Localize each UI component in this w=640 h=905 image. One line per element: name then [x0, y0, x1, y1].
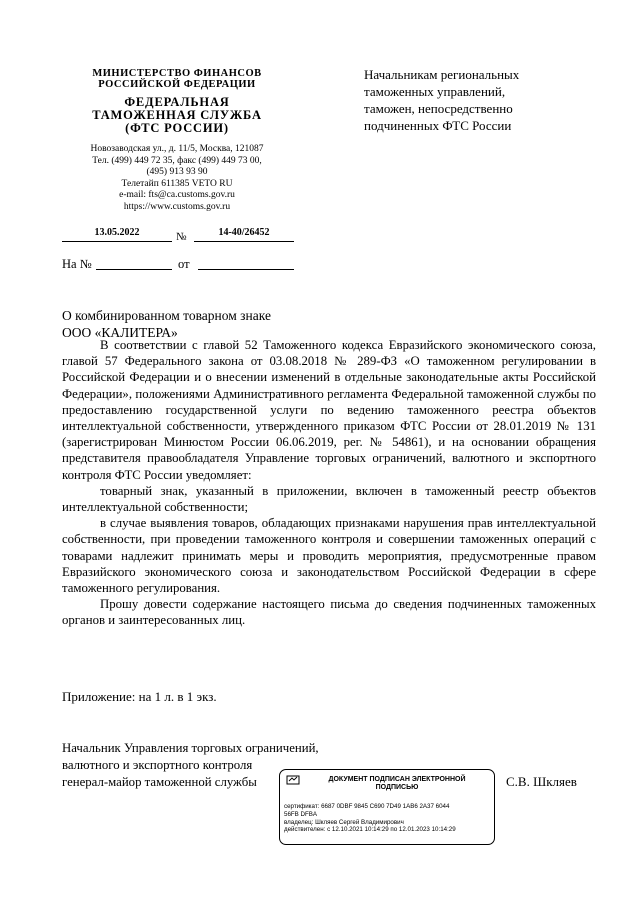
signer-position: Начальник Управления торговых ограничений, валютного и экспортного контроля генерал-майор таможенной службы: [62, 741, 319, 789]
stamp-owner: владелец: Шкляев Сергей Владимирович: [284, 818, 404, 826]
number-sign: №: [176, 231, 187, 243]
service-teletype: Телетайп 611385 VETO RU: [121, 178, 233, 189]
stamp-details: [284, 803, 492, 834]
body-paragraph: в случае выявления товаров, обладающих признаками нарушения прав интеллектуальной собственности, при проведении таможенного контроля и совершении таможенных операций с товарами надлежит принимать меры и проводить мероприятия, предусмотренные правом Евразийского экономического союза и законодательством Российской Федерации в сфере таможенного регулирования.: [62, 516, 596, 596]
reference-number-blank: [96, 269, 172, 270]
ministry-name: МИНИСТЕРСТВО ФИНАНСОВ РОССИЙСКОЙ ФЕДЕРАЦИИ: [92, 68, 262, 90]
reference-row: [62, 257, 294, 273]
registration-row: [62, 227, 294, 245]
letter-body: [62, 337, 596, 629]
addressee: Начальникам региональных таможенных управлений, таможен, непосредственно подчиненных ФТС России: [364, 67, 520, 133]
service-phone: Тел. (499) 449 72 35, факс (499) 449 73 00,: [92, 155, 262, 166]
reference-number-label: На №: [62, 257, 92, 271]
attachment-note: Приложение: на 1 л. в 1 экз.: [62, 689, 217, 704]
service-website: https://www.customs.gov.ru: [123, 201, 231, 212]
service-address: Новозаводская ул., д. 11/5, Москва, 121087: [90, 144, 264, 154]
body-paragraph: В соответствии с главой 52 Таможенного кодекса Евразийского экономического союза, главой 57 Федерального закона от 03.08.2018 № 289-ФЗ «О таможенном регулировании в Российской Федерации и о внесении изменений в отдельные законодательные акты Российской Федерации», положениями Административного регламента Федеральной таможенной службы по предоставлению государственной услуги по ведению таможенного реестра объектов интеллектуальной собственности, утвержденного приказом ФТС России от 28.01.2019 № 131 (зарегистрирован Минюстом России 06.06.2019, рег. № 54861), и на основании обращения представителя правообладателя Управление торговых ограничений, валютного и экспортного контроля ФТС России уведомляет:: [62, 338, 596, 482]
signature-certificate-icon: [286, 774, 300, 786]
stamp-certificate-2: 56FB DFBA: [284, 810, 318, 818]
stamp-title: ДОКУМЕНТ ПОДПИСАН ЭЛЕКТРОННОЙ ПОДПИСЬЮ: [328, 776, 466, 791]
electronic-signature-stamp: [279, 769, 495, 845]
registration-date: 13.05.2022: [62, 227, 172, 242]
letterhead: [62, 68, 292, 213]
letter-subject: О комбинированном товарном знаке ООО «КАЛИТЕРА»: [62, 308, 271, 340]
service-email: e-mail: fts@ca.customs.gov.ru: [119, 190, 235, 200]
registration-number: 14-40/26452: [194, 227, 294, 242]
signer-name: С.В. Шкляев: [506, 774, 577, 789]
reference-date-blank: [198, 269, 294, 270]
service-name: ФЕДЕРАЛЬНАЯ ТАМОЖЕННАЯ СЛУЖБА (ФТС РОССИИ): [92, 95, 262, 135]
reference-date-label: от: [178, 257, 190, 271]
body-paragraph: Прошу довести содержание настоящего письма до сведения подчиненных таможенных органов и заинтересованных лиц.: [62, 597, 596, 628]
stamp-certificate: сертификат: 6687 0DBF 9845 C690 7D49 1AB6 2A37 6044: [284, 803, 450, 810]
stamp-validity: действителен: с 12.10.2021 10:14:29 по 12.01.2023 10:14:29: [284, 826, 456, 834]
service-phone-2: (495) 913 93 90: [146, 167, 208, 177]
body-paragraph: товарный знак, указанный в приложении, включен в таможенный реестр объектов интеллектуальной собственности;: [62, 483, 596, 515]
